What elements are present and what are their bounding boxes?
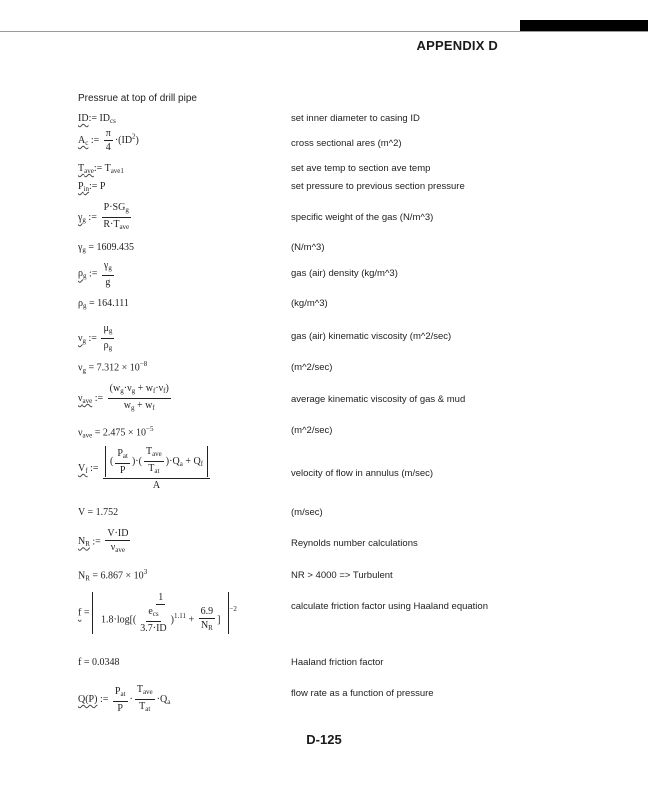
- comment-nuave-units: (m^2/sec): [291, 425, 333, 436]
- comment-rho: gas (air) density (kg/m^3): [291, 268, 398, 279]
- eq-id-definition: ID:= $ID_{cs}$: [78, 113, 116, 125]
- comment-velocity-units: (m/sec): [291, 507, 323, 518]
- eq-friction-value: f = 0.0348: [78, 657, 120, 668]
- header-rule: [0, 31, 648, 32]
- comment-reynolds-turbulent: NR > 4000 => Turbulent: [291, 570, 393, 581]
- eq-pin-definition: $P_{in}:= P$: [78, 181, 106, 193]
- eq-nuave-definition: $\nu_{ave}$ := $\frac{(w_g\cdot\nu_g + w_f\cdot\nu_f)}{w_g + w_f}$: [78, 383, 169, 412]
- comment-id: set inner diameter to casing ID: [291, 113, 420, 124]
- page-number: D-125: [306, 732, 342, 747]
- eq-nuave-value: $\nu_{ave} = 2.475 \times 10^{-5}$: [78, 425, 154, 440]
- comment-gamma-units: (N/m^3): [291, 242, 325, 253]
- eq-gamma-definition: $\gamma_g$ := $\frac{P\cdot SG_g}{R\cdot T_{ave}}$: [78, 202, 130, 231]
- eq-reynolds-definition: $N_R$ := $\frac{V\cdot ID}{\nu_{ave}}$: [78, 528, 129, 554]
- comment-pin: set pressure to previous section pressure: [291, 181, 465, 192]
- eq-nu-value: $\nu_g = 7.312 \times 10^{-8}$: [78, 360, 148, 375]
- comment-reynolds: Reynolds number calculations: [291, 538, 418, 549]
- eq-reynolds-value: $N_R = 6.867 \times 10^3$: [78, 568, 148, 583]
- eq-rho-value: $\rho_g = 164.111$: [78, 298, 129, 310]
- eq-velocity-value: V = 1.752: [78, 507, 119, 518]
- eq-velocity-definition: $V_f$ := ( $\frac{P_{at}}{P}$ )·( $\frac{T_{ave}}{T_{at}}$ )$\cdot Q_a + Q_f$ A: [78, 446, 212, 491]
- comment-friction: calculate friction factor using Haaland equation: [291, 601, 488, 612]
- comment-gamma: specific weight of the gas (N/m^3): [291, 212, 434, 223]
- comment-tave: set ave temp to section ave temp: [291, 163, 431, 174]
- eq-area-definition: $A_c$ := $\frac{\pi}{4}$ $\cdot(ID^2)$: [78, 128, 139, 153]
- comment-nu: gas (air) kinematic viscosity (m^2/sec): [291, 331, 452, 342]
- eq-rho-definition: $\rho_g$ := $\frac{\gamma_g}{g}$: [78, 260, 112, 288]
- appendix-heading: APPENDIX D: [416, 38, 498, 53]
- comment-friction-factor: Haaland friction factor: [291, 657, 384, 668]
- comment-area: cross sectional ares (m^2): [291, 138, 402, 149]
- comment-nu-units: (m^2/sec): [291, 362, 333, 373]
- eq-nu-definition: $\nu_g$ := $\frac{\mu_g}{\rho_g}$: [78, 323, 113, 352]
- comment-rho-units: (kg/m^3): [291, 298, 328, 309]
- eq-gamma-value: $\gamma_g = 1609.435$: [78, 242, 135, 254]
- comment-nuave: average kinematic viscosity of gas & mud: [291, 394, 466, 405]
- eq-tave-definition: $T_{ave}:= T_{ave1}$: [78, 163, 124, 175]
- comment-velocity: velocity of flow in annulus (m/sec): [291, 468, 434, 479]
- section-title: Pressrue at top of drill pipe: [78, 93, 197, 104]
- eq-flowrate-definition: Q(P) := $\frac{P_{at}}{P}$ · $\frac{T_{ave}}{T_{at}}$ $\cdot Q_a$: [78, 684, 171, 714]
- eq-friction-definition: f = 1 1.8·log[( $\frac{e_{cs}}{3.7\cdot ID}$ )$^{1.11}$ + $\frac{6.9}{N_R}$ ] $^{-2}$: [78, 592, 237, 634]
- comment-flowrate: flow rate as a function of pressure: [291, 688, 434, 699]
